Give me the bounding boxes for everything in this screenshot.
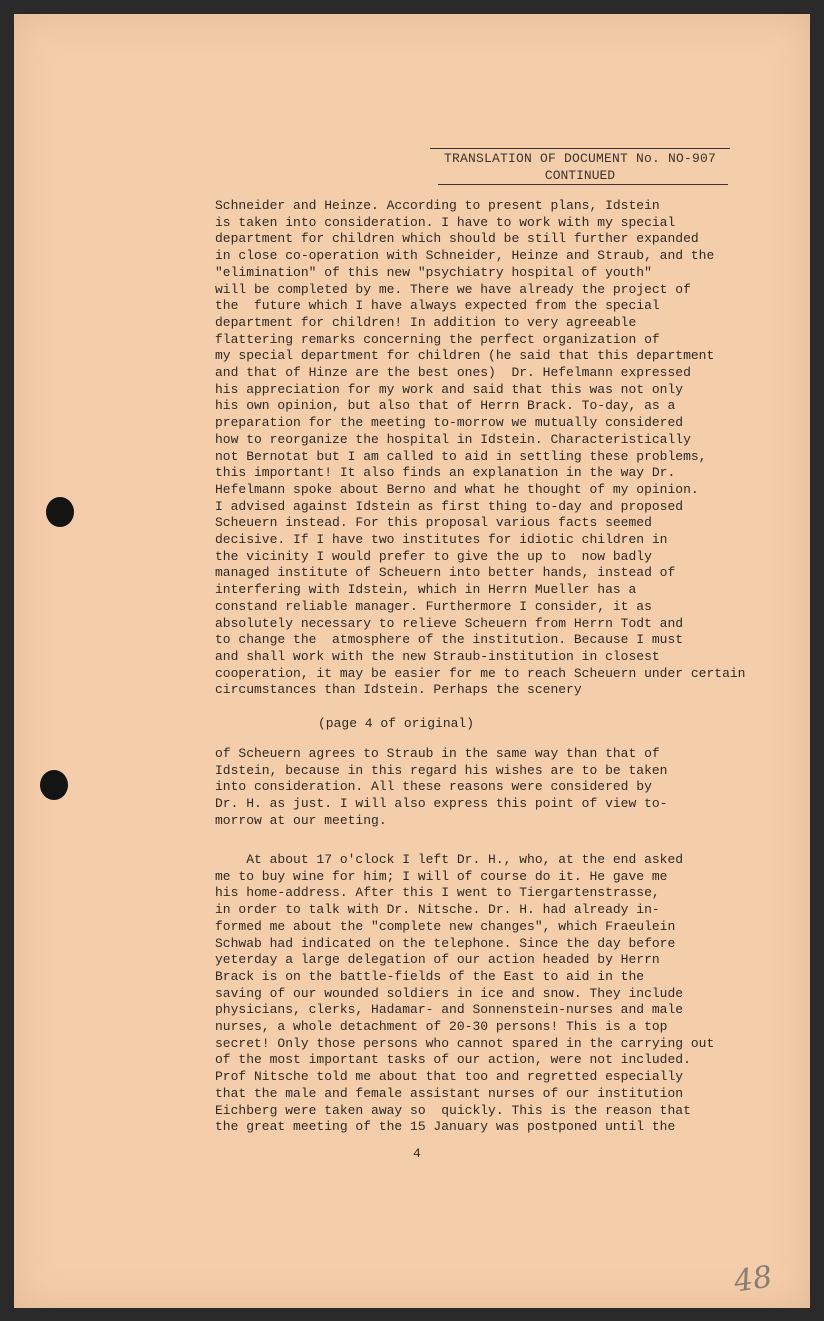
text-line: Eichberg were taken away so quickly. This is the reason that xyxy=(215,1102,691,1118)
text-line: that the male and female assistant nurses of our institution xyxy=(215,1085,684,1101)
text-line: At about 17 o'clock I left Dr. H., who, at the end asked xyxy=(215,852,684,867)
text-line: preparation for the meeting to-morrow we mutually considered xyxy=(215,415,684,431)
text-line: how to reorganize the hospital in Idstein. Characteristically xyxy=(215,431,691,447)
text-line: and that of Hinze are the best ones) Dr. Hefelmann expressed xyxy=(215,365,691,381)
text-line: into consideration. All these reasons were considered by xyxy=(215,779,652,795)
header-title: TRANSLATION OF DOCUMENT No. NO-907 xyxy=(443,151,717,166)
text-line: "elimination" of this new "psychiatry hospital of youth" xyxy=(215,264,652,280)
text-line: decisive. If I have two institutes for idiotic children in xyxy=(215,532,668,548)
text-line: Scheuern instead. For this proposal various facts seemed xyxy=(215,515,652,531)
text-line: his home-address. After this I went to Tiergartenstrasse, xyxy=(215,885,660,901)
text-line: of Scheuern agrees to Straub in the same way than that of xyxy=(215,746,660,761)
text-line: this important! It also finds an explanation in the way Dr. xyxy=(215,465,676,481)
text-line: nurses, a whole detachment of 20-30 persons! This is a top xyxy=(215,1019,668,1035)
text-line: Hefelmann spoke about Berno and what he thought of my opinion. xyxy=(215,481,699,497)
text-line: his appreciation for my work and said that this was not only xyxy=(215,381,684,397)
text-line: is taken into consideration. I have to work with my special xyxy=(215,214,676,230)
text-line: secret! Only those persons who cannot spared in the carrying out xyxy=(215,1035,715,1051)
document-header xyxy=(430,148,730,185)
text-line: I advised against Idstein as first thing to-day and proposed xyxy=(215,498,684,514)
header-subtitle: CONTINUED xyxy=(544,168,616,183)
text-line: his own opinion, but also that of Herrn Brack. To-day, as a xyxy=(215,398,676,414)
page-number: 4 xyxy=(413,1146,421,1161)
text-line: Dr. H. as just. I will also express this point of view to- xyxy=(215,796,668,812)
text-line: cooperation, it may be easier for me to reach Scheuern under certain xyxy=(215,665,746,681)
text-line: department for children which should be still further expanded xyxy=(215,231,699,247)
text-line: interfering with Idstein, which in Herrn Mueller has a xyxy=(215,582,637,598)
text-line: circumstances than Idstein. Perhaps the scenery xyxy=(215,682,582,698)
header-rule-top xyxy=(430,148,730,149)
text-line: formed me about the "complete new changes", which Fraeulein xyxy=(215,918,676,934)
text-line: in order to talk with Dr. Nitsche. Dr. H. had already in- xyxy=(215,902,660,918)
text-line: yeterday a large delegation of our action headed by Herrn xyxy=(215,952,660,968)
text-line: will be completed by me. There we have already the project of xyxy=(215,281,691,297)
punch-hole-upper xyxy=(46,497,74,527)
text-line: Schneider and Heinze. According to present plans, Idstein xyxy=(215,198,660,213)
text-line: Brack is on the battle-fields of the East to aid in the xyxy=(215,968,645,984)
paragraph-2 xyxy=(215,746,775,830)
text-line: to change the atmosphere of the institution. Because I must xyxy=(215,632,684,648)
text-line: absolutely necessary to relieve Scheuern from Herrn Todt and xyxy=(215,615,684,631)
text-line: managed institute of Scheuern into better hands, instead of xyxy=(215,565,676,581)
punch-hole-lower xyxy=(40,770,68,800)
text-line: my special department for children (he said that this department xyxy=(215,348,715,364)
handwritten-page-number: 48 xyxy=(731,1259,775,1300)
text-line: not Bernotat but I am called to aid in settling these problems, xyxy=(215,448,707,464)
text-line: Schwab had indicated on the telephone. Since the day before xyxy=(215,935,676,951)
text-line: Prof Nitsche told me about that too and regretted especially xyxy=(215,1069,684,1085)
text-line: the vicinity I would prefer to give the up to now badly xyxy=(215,548,652,564)
header-rule-bottom xyxy=(438,184,728,185)
paragraph-1 xyxy=(215,198,775,699)
text-line: department for children! In addition to very agreeable xyxy=(215,314,637,330)
text-line: and shall work with the new Straub-institution in closest xyxy=(215,648,660,664)
text-line: me to buy wine for him; I will of course do it. He gave me xyxy=(215,868,668,884)
text-line: physicians, clerks, Hadamar- and Sonnenstein-nurses and male xyxy=(215,1002,684,1018)
text-line: in close co-operation with Schneider, Heinze and Straub, and the xyxy=(215,248,715,264)
paragraph-3 xyxy=(215,852,775,1136)
text-line: constand reliable manager. Furthermore I consider, it as xyxy=(215,598,652,614)
text-line: Idstein, because in this regard his wishes are to be taken xyxy=(215,762,668,778)
text-line: morrow at our meeting. xyxy=(215,812,387,828)
page-reference: (page 4 of original) xyxy=(318,716,475,731)
text-line: flattering remarks concerning the perfect organization of xyxy=(215,331,660,347)
text-line: the great meeting of the 15 January was postponed until the xyxy=(215,1119,676,1135)
text-line: of the most important tasks of our action, were not included. xyxy=(215,1052,691,1068)
text-line: the future which I have always expected from the special xyxy=(215,298,660,314)
text-line: saving of our wounded soldiers in ice and snow. They include xyxy=(215,985,684,1001)
